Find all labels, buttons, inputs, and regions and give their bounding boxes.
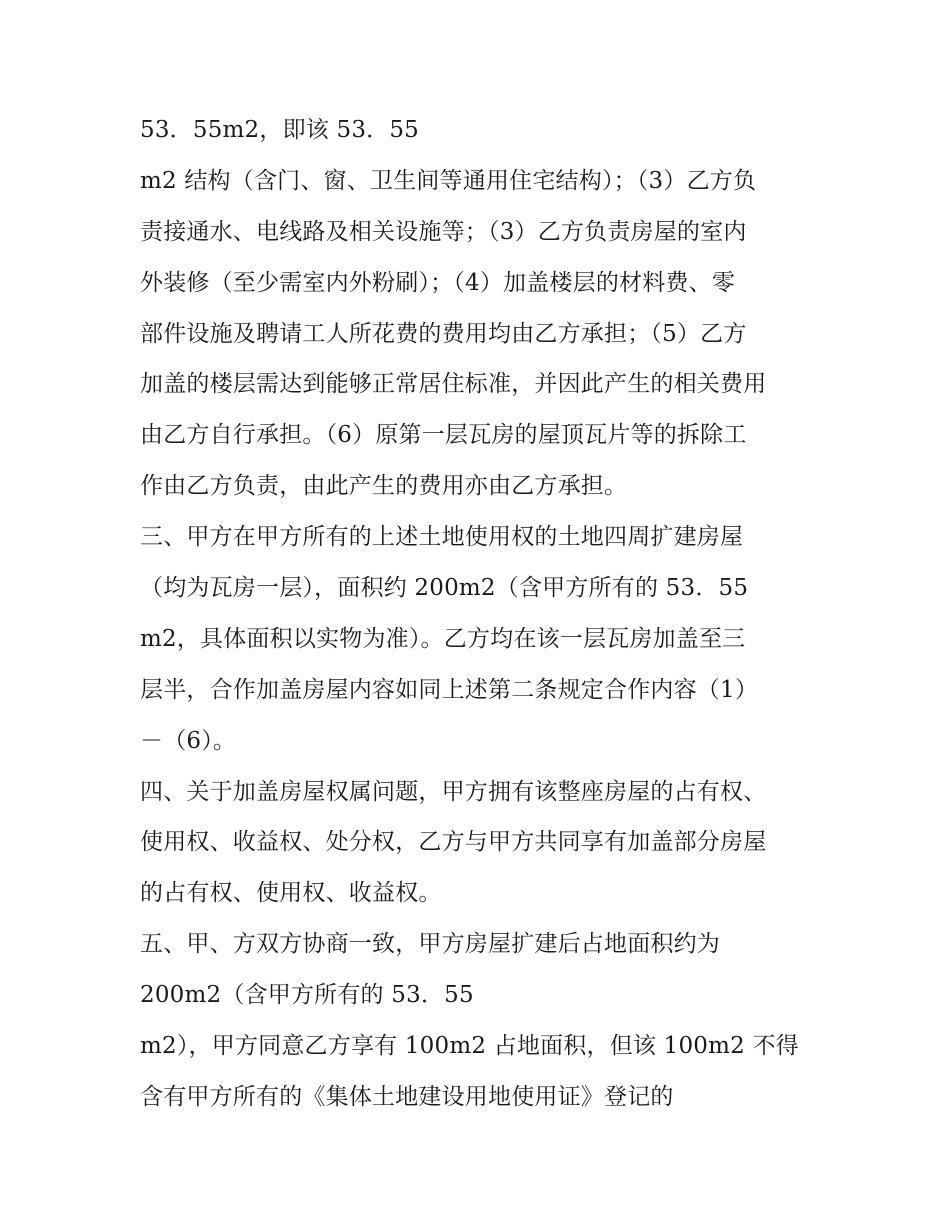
- section-three-start: 三、甲方在甲方所有的上述土地使用权的土地四周扩建房屋: [140, 524, 744, 551]
- text-line: 加盖的楼层需达到能够正常居住标准，并因此产生的相关费用: [140, 371, 767, 398]
- document-body: [140, 112, 830, 1130]
- text-line: 作由乙方负责，由此产生的费用亦由乙方承担。: [140, 473, 628, 500]
- text-line: （均为瓦房一层），面积约 200m2（含甲方所有的 53．55: [140, 575, 749, 602]
- text-line: 使用权、收益权、处分权，乙方与甲方共同享有加盖部分房屋: [140, 829, 767, 856]
- text-line: m2），甲方同意乙方享有 100m2 占地面积，但该 100m2 不得: [140, 1033, 799, 1060]
- text-line: 外装修（至少需室内外粉刷）；（4）加盖楼层的材料费、零: [140, 269, 736, 296]
- text-line: 53．55m2，即该 53．55: [140, 117, 420, 143]
- section-five-start: 五、甲、方双方协商一致，甲方房屋扩建后占地面积约为: [140, 931, 720, 958]
- text-line: 含有甲方所有的《集体土地建设用地使用证》登记的: [140, 1083, 674, 1110]
- text-line: 200m2（含甲方所有的 53．55: [140, 982, 474, 1009]
- text-line: 层半，合作加盖房屋内容如同上述第二条规定合作内容（1）: [140, 676, 759, 703]
- section-four-start: 四、关于加盖房屋权属问题，甲方拥有该整座房屋的占有权、: [140, 778, 767, 805]
- text-line: 责接通水、电线路及相关设施等；（3）乙方负责房屋的室内: [140, 218, 747, 245]
- text-line: 由乙方自行承担。（6）原第一层瓦房的屋顶瓦片等的拆除工: [140, 422, 747, 449]
- text-line: m2 结构（含门、窗、卫生间等通用住宅结构）；（3）乙方负: [140, 167, 757, 194]
- text-line: 的占有权、使用权、收益权。: [140, 880, 442, 907]
- text-line: －（6）。: [140, 727, 237, 754]
- text-line: 部件设施及聘请工人所花费的费用均由乙方承担；（5）乙方: [140, 320, 747, 347]
- text-line: m2，具体面积以实物为准）。乙方均在该一层瓦房加盖至三: [140, 625, 746, 652]
